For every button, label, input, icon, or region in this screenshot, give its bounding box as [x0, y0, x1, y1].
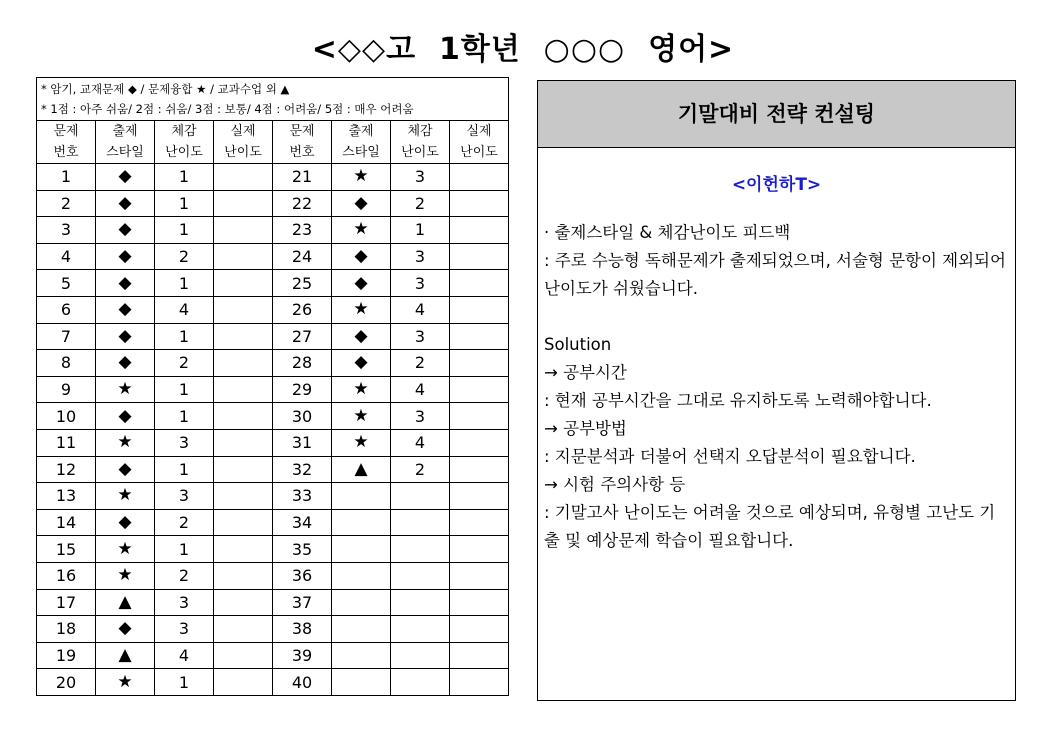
table-row: [37, 296, 509, 323]
actual-difficulty-cell: [214, 589, 273, 616]
question-number-cell: 17: [37, 589, 96, 616]
question-table-box: [36, 77, 508, 696]
exam-style-cell: ◆: [96, 164, 155, 191]
question-number-cell: 24: [273, 243, 332, 270]
actual-difficulty-cell: [214, 616, 273, 643]
felt-difficulty-cell: 2: [155, 243, 214, 270]
question-number-cell: 16: [37, 562, 96, 589]
exam-style-cell: ◆: [332, 243, 391, 270]
actual-difficulty-cell: [214, 190, 273, 217]
actual-difficulty-cell: [214, 562, 273, 589]
table-row: [37, 164, 509, 191]
felt-difficulty-cell: 2: [155, 350, 214, 377]
table-row: [37, 589, 509, 616]
exam-style-cell: ★: [332, 376, 391, 403]
header-exam-style: 출제 스타일: [332, 121, 391, 164]
consulting-line: : 현재 공부시간을 그대로 유지하도록 노력해야합니다.: [544, 391, 932, 410]
question-number-cell: 40: [273, 669, 332, 696]
felt-difficulty-cell: [391, 536, 450, 563]
actual-difficulty-cell: [450, 589, 509, 616]
consulting-line: : 지문분석과 더불어 선택지 오답분석이 필요합니다.: [544, 447, 916, 466]
exam-style-cell: ◆: [332, 190, 391, 217]
actual-difficulty-cell: [450, 536, 509, 563]
question-number-cell: 3: [37, 217, 96, 244]
paragraph-gap: [544, 303, 1009, 331]
actual-difficulty-cell: [450, 164, 509, 191]
question-number-cell: 26: [273, 296, 332, 323]
consulting-line: : 기말고사 난이도는 어려울 것으로 예상되며, 유형별 고난도 기출 및 예상문제 학습이 필요합니다.: [544, 503, 996, 550]
exam-style-cell: [332, 589, 391, 616]
actual-difficulty-cell: [450, 509, 509, 536]
actual-difficulty-cell: [450, 403, 509, 430]
table-row: [37, 270, 509, 297]
felt-difficulty-cell: [391, 509, 450, 536]
actual-difficulty-cell: [450, 456, 509, 483]
header-question-number: 문제 번호: [273, 121, 332, 164]
question-number-cell: 33: [273, 483, 332, 510]
exam-style-cell: ★: [96, 669, 155, 696]
actual-difficulty-cell: [214, 456, 273, 483]
exam-style-cell: ★: [96, 429, 155, 456]
table-row: [37, 429, 509, 456]
felt-difficulty-cell: 4: [391, 376, 450, 403]
exam-style-cell: ◆: [96, 616, 155, 643]
legend-line-symbols: * 암기, 교재문제 ◆ / 문제융합 ★ / 교과수업 외 ▲: [41, 82, 290, 96]
felt-difficulty-cell: 3: [391, 243, 450, 270]
exam-style-cell: ◆: [96, 323, 155, 350]
question-number-cell: 6: [37, 296, 96, 323]
felt-difficulty-cell: 1: [155, 164, 214, 191]
question-number-cell: 29: [273, 376, 332, 403]
actual-difficulty-cell: [450, 296, 509, 323]
felt-difficulty-cell: 3: [155, 616, 214, 643]
actual-difficulty-cell: [214, 483, 273, 510]
felt-difficulty-cell: [391, 589, 450, 616]
page-title: <◇◇고 1학년 ○○○ 영어>: [311, 32, 735, 67]
felt-difficulty-cell: 3: [155, 483, 214, 510]
felt-difficulty-cell: 2: [391, 190, 450, 217]
table-row: [37, 562, 509, 589]
felt-difficulty-cell: 3: [155, 589, 214, 616]
actual-difficulty-cell: [214, 296, 273, 323]
exam-style-cell: ◆: [96, 270, 155, 297]
felt-difficulty-cell: 1: [155, 376, 214, 403]
actual-difficulty-cell: [214, 270, 273, 297]
exam-style-cell: ◆: [332, 350, 391, 377]
table-row: [37, 243, 509, 270]
exam-style-cell: [332, 562, 391, 589]
consulting-line: · 출제스타일 & 체감난이도 피드백: [544, 223, 791, 242]
question-number-cell: 8: [37, 350, 96, 377]
exam-style-cell: [332, 536, 391, 563]
actual-difficulty-cell: [450, 217, 509, 244]
felt-difficulty-cell: [391, 616, 450, 643]
question-number-cell: 23: [273, 217, 332, 244]
question-number-cell: 35: [273, 536, 332, 563]
question-number-cell: 32: [273, 456, 332, 483]
actual-difficulty-cell: [214, 642, 273, 669]
felt-difficulty-cell: 3: [391, 164, 450, 191]
actual-difficulty-cell: [214, 217, 273, 244]
exam-style-cell: ◆: [96, 403, 155, 430]
felt-difficulty-cell: 2: [391, 350, 450, 377]
exam-style-cell: ★: [96, 536, 155, 563]
felt-difficulty-cell: 1: [155, 217, 214, 244]
question-number-cell: 38: [273, 616, 332, 643]
actual-difficulty-cell: [214, 669, 273, 696]
question-number-cell: 20: [37, 669, 96, 696]
table-row: [37, 403, 509, 430]
table-header-row: [37, 121, 509, 164]
question-number-cell: 30: [273, 403, 332, 430]
exam-style-cell: [332, 669, 391, 696]
table-row: [37, 669, 509, 696]
actual-difficulty-cell: [450, 323, 509, 350]
exam-style-cell: [332, 509, 391, 536]
header-question-number: 문제 번호: [37, 121, 96, 164]
exam-style-cell: ◆: [96, 243, 155, 270]
felt-difficulty-cell: 3: [391, 403, 450, 430]
question-number-cell: 21: [273, 164, 332, 191]
table-row: [37, 509, 509, 536]
consulting-header: 기말대비 전략 컨설팅: [538, 81, 1015, 148]
legend: [37, 78, 509, 121]
exam-style-cell: [332, 616, 391, 643]
felt-difficulty-cell: 2: [155, 562, 214, 589]
table-row: [37, 642, 509, 669]
question-number-cell: 14: [37, 509, 96, 536]
felt-difficulty-cell: [391, 483, 450, 510]
exam-style-cell: [332, 642, 391, 669]
question-number-cell: 22: [273, 190, 332, 217]
exam-style-cell: ★: [332, 164, 391, 191]
exam-style-cell: ◆: [96, 217, 155, 244]
exam-style-cell: [332, 483, 391, 510]
felt-difficulty-cell: 4: [391, 429, 450, 456]
table-row: [37, 616, 509, 643]
felt-difficulty-cell: 4: [155, 296, 214, 323]
question-number-cell: 11: [37, 429, 96, 456]
question-number-cell: 13: [37, 483, 96, 510]
header-felt-difficulty: 체감 난이도: [155, 121, 214, 164]
felt-difficulty-cell: 3: [155, 429, 214, 456]
exam-style-cell: ★: [96, 562, 155, 589]
felt-difficulty-cell: 3: [391, 270, 450, 297]
legend-line-scale: * 1점 : 아주 쉬움/ 2점 : 쉬움/ 3점 : 보통/ 4점 : 어려움/ 5점 : 매우 어려움: [41, 102, 414, 116]
exam-style-cell: ★: [332, 429, 391, 456]
felt-difficulty-cell: 3: [391, 323, 450, 350]
question-number-cell: 37: [273, 589, 332, 616]
header-actual-difficulty: 실제 난이도: [450, 121, 509, 164]
question-number-cell: 27: [273, 323, 332, 350]
consulting-line: → 공부시간: [544, 363, 627, 382]
actual-difficulty-cell: [214, 403, 273, 430]
table-row: [37, 483, 509, 510]
actual-difficulty-cell: [450, 429, 509, 456]
exam-style-cell: ◆: [96, 456, 155, 483]
consulting-line: → 공부방법: [544, 419, 627, 438]
header-exam-style: 출제 스타일: [96, 121, 155, 164]
felt-difficulty-cell: 4: [155, 642, 214, 669]
felt-difficulty-cell: 1: [155, 190, 214, 217]
actual-difficulty-cell: [450, 376, 509, 403]
table-row: [37, 217, 509, 244]
question-number-cell: 7: [37, 323, 96, 350]
felt-difficulty-cell: [391, 669, 450, 696]
table-row: [37, 456, 509, 483]
consulting-content: [538, 219, 1015, 555]
exam-style-cell: ◆: [96, 350, 155, 377]
exam-style-cell: ◆: [332, 323, 391, 350]
felt-difficulty-cell: [391, 562, 450, 589]
question-number-cell: 9: [37, 376, 96, 403]
question-number-cell: 15: [37, 536, 96, 563]
exam-style-cell: ◆: [96, 296, 155, 323]
actual-difficulty-cell: [214, 350, 273, 377]
question-number-cell: 39: [273, 642, 332, 669]
exam-style-cell: ★: [96, 376, 155, 403]
felt-difficulty-cell: 1: [155, 403, 214, 430]
actual-difficulty-cell: [450, 669, 509, 696]
question-number-cell: 36: [273, 562, 332, 589]
question-number-cell: 31: [273, 429, 332, 456]
actual-difficulty-cell: [450, 270, 509, 297]
felt-difficulty-cell: 2: [391, 456, 450, 483]
consulting-line: : 주로 수능형 독해문제가 출제되었으며, 서술형 문항이 제외되어 난이도가 쉬웠습니다.: [544, 251, 1006, 298]
actual-difficulty-cell: [450, 243, 509, 270]
actual-difficulty-cell: [214, 376, 273, 403]
felt-difficulty-cell: 1: [155, 270, 214, 297]
actual-difficulty-cell: [214, 429, 273, 456]
table-row: [37, 323, 509, 350]
actual-difficulty-cell: [450, 562, 509, 589]
exam-style-cell: ◆: [332, 270, 391, 297]
exam-style-cell: ★: [96, 483, 155, 510]
exam-style-cell: ★: [332, 403, 391, 430]
question-number-cell: 19: [37, 642, 96, 669]
header-felt-difficulty: 체감 난이도: [391, 121, 450, 164]
felt-difficulty-cell: 1: [391, 217, 450, 244]
table-row: [37, 536, 509, 563]
exam-style-cell: ▲: [96, 642, 155, 669]
exam-style-cell: ◆: [96, 509, 155, 536]
actual-difficulty-cell: [450, 350, 509, 377]
felt-difficulty-cell: 2: [155, 509, 214, 536]
felt-difficulty-cell: 4: [391, 296, 450, 323]
question-number-cell: 10: [37, 403, 96, 430]
question-number-cell: 4: [37, 243, 96, 270]
question-number-cell: 12: [37, 456, 96, 483]
actual-difficulty-cell: [214, 509, 273, 536]
question-number-cell: 1: [37, 164, 96, 191]
exam-style-cell: ▲: [332, 456, 391, 483]
exam-style-cell: ★: [332, 217, 391, 244]
felt-difficulty-cell: [391, 642, 450, 669]
table-row: [37, 190, 509, 217]
table-row: [37, 350, 509, 377]
exam-style-cell: ◆: [96, 190, 155, 217]
actual-difficulty-cell: [214, 243, 273, 270]
teacher-name: <이헌하T>: [731, 175, 822, 195]
felt-difficulty-cell: 1: [155, 669, 214, 696]
question-number-cell: 25: [273, 270, 332, 297]
question-number-cell: 5: [37, 270, 96, 297]
actual-difficulty-cell: [214, 323, 273, 350]
question-number-cell: 2: [37, 190, 96, 217]
actual-difficulty-cell: [450, 642, 509, 669]
consulting-line: Solution: [544, 335, 612, 354]
consulting-line: → 시험 주의사항 등: [544, 475, 686, 494]
table-row: [37, 376, 509, 403]
exam-style-cell: ★: [332, 296, 391, 323]
header-actual-difficulty: 실제 난이도: [214, 121, 273, 164]
felt-difficulty-cell: 1: [155, 456, 214, 483]
felt-difficulty-cell: 1: [155, 536, 214, 563]
felt-difficulty-cell: 1: [155, 323, 214, 350]
actual-difficulty-cell: [450, 190, 509, 217]
question-table: [36, 77, 509, 696]
consulting-panel: [537, 80, 1016, 701]
actual-difficulty-cell: [214, 536, 273, 563]
question-number-cell: 34: [273, 509, 332, 536]
question-number-cell: 28: [273, 350, 332, 377]
actual-difficulty-cell: [450, 616, 509, 643]
question-number-cell: 18: [37, 616, 96, 643]
actual-difficulty-cell: [214, 164, 273, 191]
actual-difficulty-cell: [450, 483, 509, 510]
exam-style-cell: ▲: [96, 589, 155, 616]
